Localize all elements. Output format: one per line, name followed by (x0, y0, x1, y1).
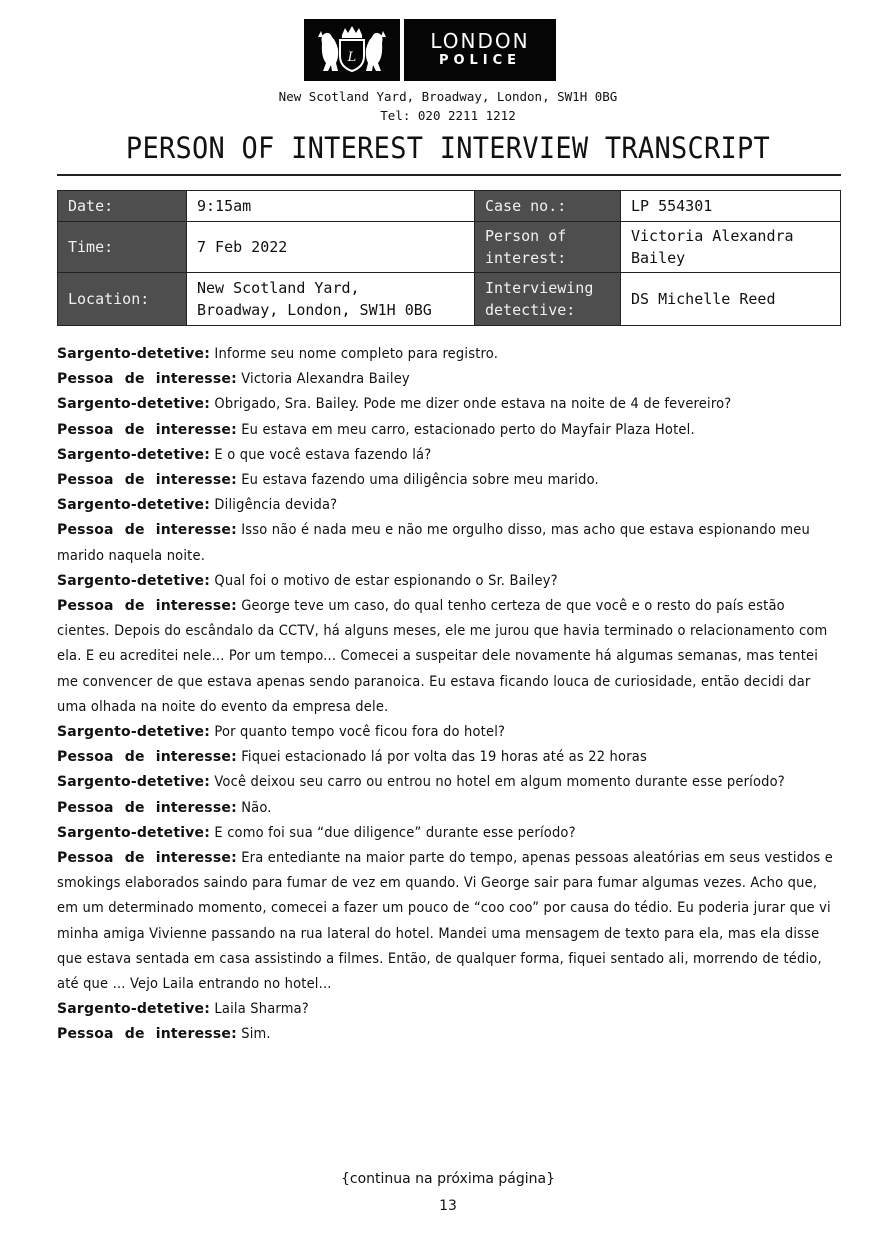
detective-label (475, 273, 621, 326)
detective-value: DS Michelle Reed (621, 273, 841, 326)
title-divider (57, 174, 841, 176)
date-label: Date: (58, 191, 187, 222)
poi-label-line-2: interest: (485, 249, 567, 267)
transcript-entry (57, 594, 841, 720)
police-logo (304, 19, 556, 81)
transcript-entry (57, 1022, 841, 1047)
transcript-entry (57, 569, 841, 594)
logo-wordmark (404, 19, 556, 81)
transcript-entry (57, 796, 841, 821)
poi-label-line-1: Person of (485, 227, 567, 245)
location-label: Location: (58, 273, 187, 326)
speaker-label: Pessoa de interesse: (57, 522, 237, 539)
poi-value (621, 222, 841, 273)
speech-text: E como foi sua “due diligence” durante esse período? (214, 824, 576, 841)
page-title: PERSON OF INTEREST INTERVIEW TRANSCRIPT (125, 131, 771, 165)
speech-text: Diligência devida? (214, 497, 338, 514)
speaker-label: Pessoa de interesse: (57, 799, 237, 816)
speaker-label: Sargento-detetive: (57, 774, 211, 791)
speaker-label: Sargento-detetive: (57, 346, 211, 362)
location-value (187, 273, 475, 326)
speaker-label: Sargento-detetive: (57, 446, 211, 463)
location-value-line-1: New Scotland Yard, (197, 279, 360, 297)
speaker-label: Pessoa de interesse: (57, 850, 237, 867)
speaker-label: Pessoa de interesse: (57, 749, 237, 766)
speaker-label: Sargento-detetive: (57, 824, 211, 841)
transcript-entry (57, 367, 841, 392)
speaker-label: Sargento-detetive: (57, 724, 211, 741)
address: New Scotland Yard, Broadway, London, SW1H 0BG (278, 89, 618, 104)
speaker-label: Sargento-detetive: (57, 572, 211, 589)
speaker-label: Sargento-detetive: (57, 396, 211, 413)
speaker-label: Pessoa de interesse: (57, 1026, 237, 1043)
case-info-table (57, 190, 841, 326)
speaker-label: Pessoa de interesse: (57, 421, 237, 438)
speech-text: Laila Sharma? (214, 1001, 309, 1018)
transcript-entry (57, 468, 841, 493)
transcript (57, 342, 841, 1048)
logo-line-1: LONDON (430, 29, 530, 53)
transcript-entry (57, 493, 841, 518)
transcript-entry (57, 342, 841, 367)
speech-text: Sim. (241, 1026, 271, 1043)
transcript-entry (57, 770, 841, 795)
transcript-entry (57, 846, 841, 997)
transcript-entry (57, 720, 841, 745)
poi-value-line-2: Bailey (631, 249, 686, 267)
case-label: Case no.: (475, 191, 621, 222)
poi-label (475, 222, 621, 273)
speech-text: Não. (241, 799, 272, 816)
speaker-label: Sargento-detetive: (57, 497, 211, 514)
speech-text: Informe seu nome completo para registro. (214, 346, 499, 362)
speech-text: Eu estava fazendo uma diligência sobre meu marido. (241, 472, 599, 489)
speech-text: Você deixou seu carro ou entrou no hotel em algum momento durante esse período? (214, 774, 785, 791)
svg-text:L: L (347, 50, 357, 65)
speech-text: E o que você estava fazendo lá? (214, 446, 432, 463)
case-value: LP 554301 (621, 191, 841, 222)
time-label: Time: (58, 222, 187, 273)
speech-text: Fiquei estacionado lá por volta das 19 horas até as 22 horas (241, 749, 647, 766)
transcript-entry (57, 418, 841, 443)
transcript-entry (57, 821, 841, 846)
date-value: 9:15am (187, 191, 475, 222)
speaker-label: Pessoa de interesse: (57, 598, 237, 615)
speech-text: Por quanto tempo você ficou fora do hotel? (214, 724, 506, 741)
transcript-entry (57, 997, 841, 1022)
phone: Tel: 020 2211 1212 (380, 108, 516, 123)
speech-text: Isso não é nada meu e não me orgulho disso, mas acho que estava espionando meu marido naquela noite. (57, 522, 810, 564)
continued-note: {continua na próxima página} (340, 1171, 555, 1187)
speech-text: Qual foi o motivo de estar espionando o Sr. Bailey? (214, 572, 558, 589)
speaker-label: Pessoa de interesse: (57, 472, 237, 489)
detective-label-line-1: Interviewing (485, 279, 594, 297)
page-number: 13 (439, 1198, 457, 1214)
poi-value-line-1: Victoria Alexandra (631, 227, 794, 245)
transcript-entry (57, 443, 841, 468)
speech-text: Victoria Alexandra Bailey (241, 371, 410, 388)
transcript-entry (57, 518, 841, 568)
detective-label-line-2: detective: (485, 301, 576, 319)
speech-text: George teve um caso, do qual tenho certeza de que você e o resto do país estão cientes. Depois do escândalo da CCTV, há alguns meses, ele me jurou que havia terminado o relacionamento com ela. E eu acreditei nele... Por um tempo... Comecei a suspeitar dele novamente há algumas semanas, mas tentei me convencer de que estava apenas sendo paranoica. Eu estava ficando louca de curiosidade, então decidi dar uma olhada na noite do evento da empresa dele. (57, 598, 828, 715)
crest-icon (304, 19, 400, 81)
logo-line-2: POLICE (438, 53, 522, 68)
speech-text: Eu estava em meu carro, estacionado perto do Mayfair Plaza Hotel. (241, 421, 695, 438)
transcript-entry (57, 392, 841, 417)
speech-text: Obrigado, Sra. Bailey. Pode me dizer onde estava na noite de 4 de fevereiro? (214, 396, 732, 413)
time-value: 7 Feb 2022 (187, 222, 475, 273)
speech-text: Era entediante na maior parte do tempo, apenas pessoas aleatórias em seus vestidos e smokings elaborados saindo para fumar de vez em quando. Vi George sair para fumar algumas vezes. Acho que, em um determinado momento, comecei a fazer um pouco de “coo coo” por causa do tédio. Eu poderia jurar que vi minha amiga Vivienne passando na rua lateral do hotel. Mandei uma mensagem de texto para ela, mas ela disse que estava sentada em casa assistindo a filmes. Então, de qualquer forma, fiquei sentado ali, morrendo de tédio, até que ... Vejo Laila entrando no hotel... (57, 850, 833, 993)
speaker-label: Sargento-detetive: (57, 1001, 211, 1018)
location-value-line-2: Broadway, London, SW1H 0BG (197, 301, 432, 319)
transcript-entry (57, 745, 841, 770)
speaker-label: Pessoa de interesse: (57, 371, 237, 388)
